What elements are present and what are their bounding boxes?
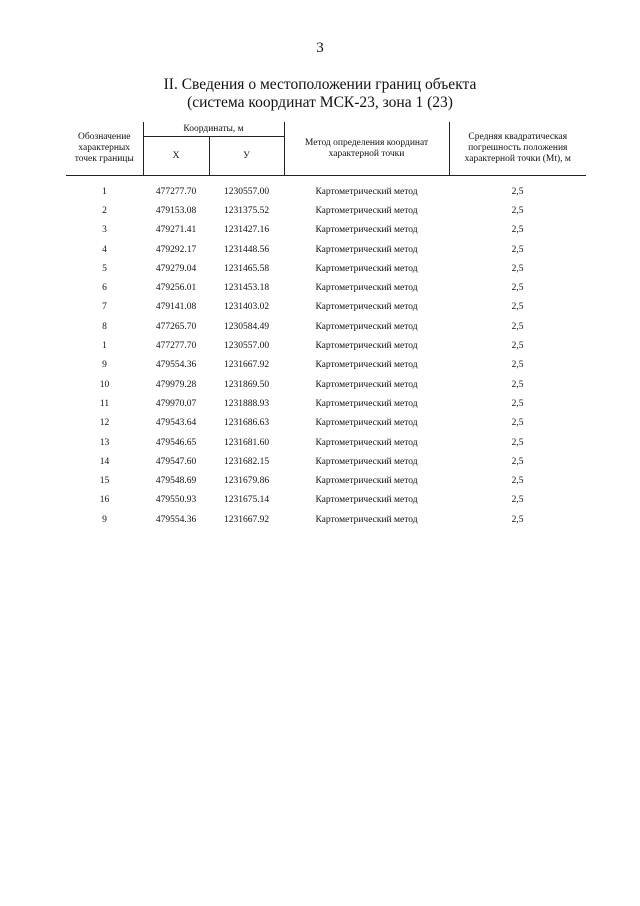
cell-method: Картометрический метод	[315, 456, 418, 467]
table-row	[66, 336, 586, 355]
cell-error: 2,5	[511, 476, 524, 487]
cell-error: 2,5	[511, 398, 524, 409]
cell-x: 479543.64	[155, 418, 197, 429]
cell-point: 15	[99, 476, 110, 487]
cell-error: 2,5	[511, 283, 524, 294]
cell-x: 479547.60	[155, 456, 197, 467]
cell-y: 1231453.18	[223, 283, 270, 294]
cell-method: Картометрический метод	[315, 321, 418, 332]
table-row	[66, 201, 586, 220]
cell-error: 2,5	[511, 418, 524, 429]
table-row	[66, 491, 586, 510]
page-number: 3	[316, 40, 324, 56]
cell-method: Картометрический метод	[315, 302, 418, 313]
cell-method: Картометрический метод	[315, 437, 418, 448]
table-row	[66, 433, 586, 452]
table-header	[66, 122, 586, 176]
table-row	[66, 414, 586, 433]
cell-method: Картометрический метод	[315, 476, 418, 487]
cell-y: 1231675.14	[223, 495, 270, 506]
table-row	[66, 317, 586, 336]
cell-y: 1231686.63	[223, 418, 270, 429]
cell-point: 1	[102, 186, 107, 197]
cell-y: 1230584.49	[223, 321, 270, 332]
cell-y: 1231667.92	[223, 514, 270, 525]
cell-method: Картометрический метод	[315, 225, 418, 236]
cell-error: 2,5	[511, 244, 524, 255]
cell-y: 1231403.02	[223, 302, 270, 313]
cell-y: 1231465.58	[223, 263, 270, 274]
cell-x: 479550.93	[155, 495, 197, 506]
cell-y: 1231448.56	[223, 244, 270, 255]
cell-point: 9	[102, 360, 107, 371]
cell-method: Картометрический метод	[315, 418, 418, 429]
cell-y: 1231667.92	[223, 360, 270, 371]
cell-method: Картометрический метод	[315, 263, 418, 274]
cell-point: 1	[102, 341, 107, 352]
cell-method: Картометрический метод	[315, 283, 418, 294]
cell-error: 2,5	[511, 379, 524, 390]
cell-x: 477277.70	[155, 341, 197, 352]
table-row	[66, 221, 586, 240]
cell-x: 479153.08	[155, 205, 197, 216]
cell-point: 11	[99, 398, 110, 409]
cell-error: 2,5	[511, 360, 524, 371]
cell-y: 1230557.00	[223, 186, 270, 197]
cell-error: 2,5	[511, 495, 524, 506]
cell-point: 2	[102, 205, 107, 216]
header-x: X	[143, 137, 209, 176]
table-row	[66, 394, 586, 413]
cell-x: 479271.41	[155, 225, 197, 236]
cell-point: 16	[99, 495, 110, 506]
cell-point: 12	[99, 418, 110, 429]
header-error: Средняя квадратическая погрешность положения характерной точки (Мt), м	[449, 122, 586, 176]
cell-method: Картометрический метод	[315, 398, 418, 409]
cell-point: 8	[102, 321, 107, 332]
cell-error: 2,5	[511, 456, 524, 467]
cell-error: 2,5	[511, 437, 524, 448]
cell-point: 10	[99, 379, 110, 390]
table-row	[66, 240, 586, 259]
cell-x: 479970.07	[155, 398, 197, 409]
cell-y: 1231888.93	[223, 398, 270, 409]
table-row	[66, 259, 586, 278]
cell-error: 2,5	[511, 514, 524, 525]
table-row	[66, 278, 586, 297]
page-title	[0, 76, 640, 112]
cell-error: 2,5	[511, 186, 524, 197]
cell-y: 1231427.16	[223, 225, 270, 236]
cell-y: 1231375.52	[223, 205, 270, 216]
cell-y: 1231679.86	[223, 476, 270, 487]
table-row	[66, 356, 586, 375]
cell-x: 479292.17	[155, 244, 197, 255]
cell-point: 3	[102, 225, 107, 236]
cell-method: Картометрический метод	[315, 186, 418, 197]
cell-point: 4	[102, 244, 107, 255]
cell-x: 479554.36	[155, 360, 197, 371]
table-row	[66, 176, 586, 202]
header-point: Обозначение характерных точек границы	[66, 122, 143, 176]
cell-x: 479256.01	[155, 283, 197, 294]
table-row	[66, 452, 586, 471]
table-body	[66, 176, 586, 530]
cell-x: 479279.04	[155, 263, 197, 274]
cell-point: 14	[99, 456, 110, 467]
cell-error: 2,5	[511, 302, 524, 313]
cell-point: 5	[102, 263, 107, 274]
cell-method: Картометрический метод	[315, 341, 418, 352]
cell-point: 9	[102, 514, 107, 525]
cell-method: Картометрический метод	[315, 495, 418, 506]
cell-x: 479141.08	[155, 302, 197, 313]
cell-method: Картометрический метод	[315, 205, 418, 216]
cell-x: 479554.36	[155, 514, 197, 525]
cell-method: Картометрический метод	[315, 244, 418, 255]
header-method: Метод определения координат характерной точки	[284, 122, 449, 176]
coordinates-table	[66, 122, 586, 529]
cell-method: Картометрический метод	[315, 360, 418, 371]
table-row	[66, 298, 586, 317]
cell-x: 477277.70	[155, 186, 197, 197]
table-row	[66, 510, 586, 529]
cell-x: 479548.69	[155, 476, 197, 487]
cell-method: Картометрический метод	[315, 514, 418, 525]
cell-y: 1231682.15	[223, 456, 270, 467]
cell-error: 2,5	[511, 263, 524, 274]
cell-point: 13	[99, 437, 110, 448]
cell-point: 7	[102, 302, 107, 313]
header-y: У	[209, 137, 284, 176]
cell-point: 6	[102, 283, 107, 294]
cell-y: 1231681.60	[223, 437, 270, 448]
cell-error: 2,5	[511, 205, 524, 216]
cell-x: 479979.28	[155, 379, 197, 390]
cell-x: 479546.65	[155, 437, 197, 448]
cell-method: Картометрический метод	[315, 379, 418, 390]
cell-x: 477265.70	[155, 321, 197, 332]
title-line-1: II. Сведения о местоположении границ объекта	[163, 76, 477, 93]
title-line-2: (система координат МСК-23, зона 1 (23)	[187, 94, 453, 111]
cell-error: 2,5	[511, 225, 524, 236]
header-coordinates: Координаты, м	[143, 122, 284, 137]
cell-error: 2,5	[511, 321, 524, 332]
table-row	[66, 471, 586, 490]
table-row	[66, 375, 586, 394]
cell-y: 1231869.50	[223, 379, 270, 390]
cell-y: 1230557.00	[223, 341, 270, 352]
cell-error: 2,5	[511, 341, 524, 352]
